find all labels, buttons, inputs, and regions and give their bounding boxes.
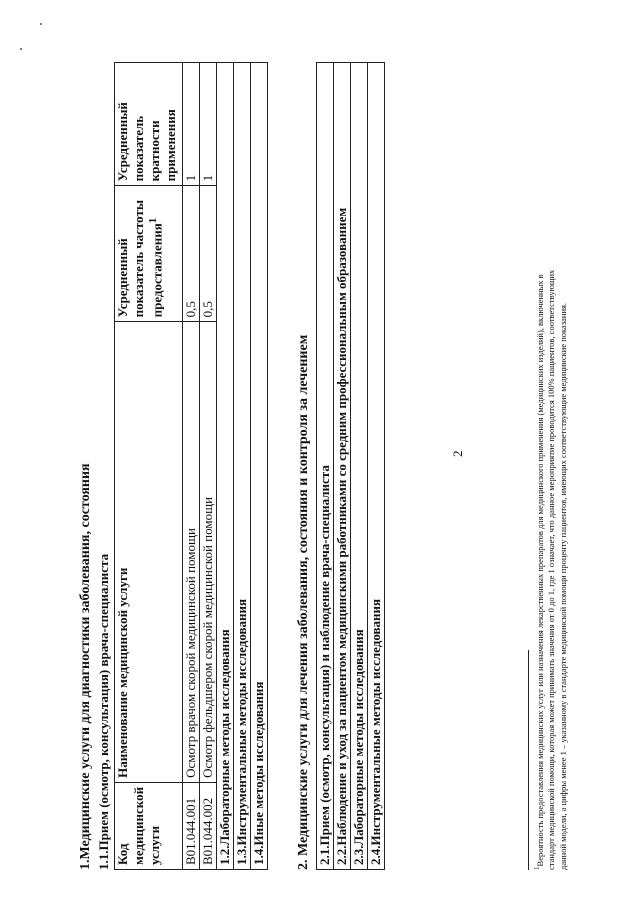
section-1-3-row: 1.3.Инструментальные методы исследования (234, 63, 251, 870)
section-2-1-row: 2.1.Прием (осмотр, консультация) и наблюдение врача-специалиста (317, 63, 334, 870)
scan-speck (20, 48, 22, 50)
footnote-line-3: данной модели, а цифры менее 1 – указанному в стандарте медицинской помощи проценту пациентов, имеющих соответствующие медицинские показания. (557, 302, 568, 870)
col-header-freq (115, 186, 183, 322)
row-2-mult: 1 (200, 63, 217, 186)
section-2-title: 2. Медицинские услуги для лечения заболевания, состояния и контроля за лечением (296, 334, 311, 870)
footnote-line-2: стандарт медицинской помощи, которая может принимать значения от 0 до 1, где 1 означает, что данное мероприятие проводится 100% пациентов, соответствующих (546, 269, 557, 870)
row-1-freq: 0,5 (183, 186, 200, 322)
row-1-code: B01.044.001 (183, 782, 200, 869)
col-header-frequency-text: Усредненный показатель частоты предоставления (115, 199, 165, 318)
treatment-services-table (316, 62, 385, 870)
row-1-mult: 1 (183, 63, 200, 186)
footnote-line-1: Вероятность предоставления медицинских услуг или назначения лекарственных препаратов для медицинского применения (медицинских изделий), включенных в (534, 274, 545, 867)
footnote-marker: 1 (533, 866, 541, 870)
footnote-ref: 1 (147, 217, 159, 224)
col-header-name: Наименование медицинской услуги (115, 322, 183, 783)
footnote-divider (528, 650, 529, 870)
section-1-4-row: 1.4.Иные методы исследования (251, 63, 268, 870)
col-header-code: Код медицинской услуги (115, 782, 183, 869)
scan-speck (40, 23, 42, 25)
row-2-code: B01.044.002 (200, 782, 217, 869)
section-2-2-row: 2.2.Наблюдение и уход за пациентом медицинскими работниками со средним профессиональным образованием (334, 63, 351, 870)
services-table (114, 62, 268, 870)
row-1-name: Осмотр врачом скорой медицинской помощи (183, 322, 200, 783)
footnote (532, 50, 569, 870)
section-2-4-row: 2.4.Инструментальные методы исследования (368, 63, 385, 870)
section-1-1-heading: 1.1.Прием (осмотр, консультация) врача-специалиста (96, 553, 111, 870)
section-1-title: 1.Медицинские услуги для диагностики заболевания, состояния (78, 463, 93, 870)
section-1-2-row: 1.2.Лабораторные методы исследования (217, 63, 234, 870)
row-2-freq: 0,5 (200, 186, 217, 322)
table-row (200, 63, 217, 870)
table-row (183, 63, 200, 870)
row-2-name: Осмотр фельдшером скорой медицинской помощи (200, 322, 217, 783)
page-number: 2 (450, 450, 465, 457)
section-2-3-row: 2.3.Лабораторные методы исследования (351, 63, 368, 870)
col-header-mult: Усредненный показатель кратности применения (115, 63, 183, 186)
